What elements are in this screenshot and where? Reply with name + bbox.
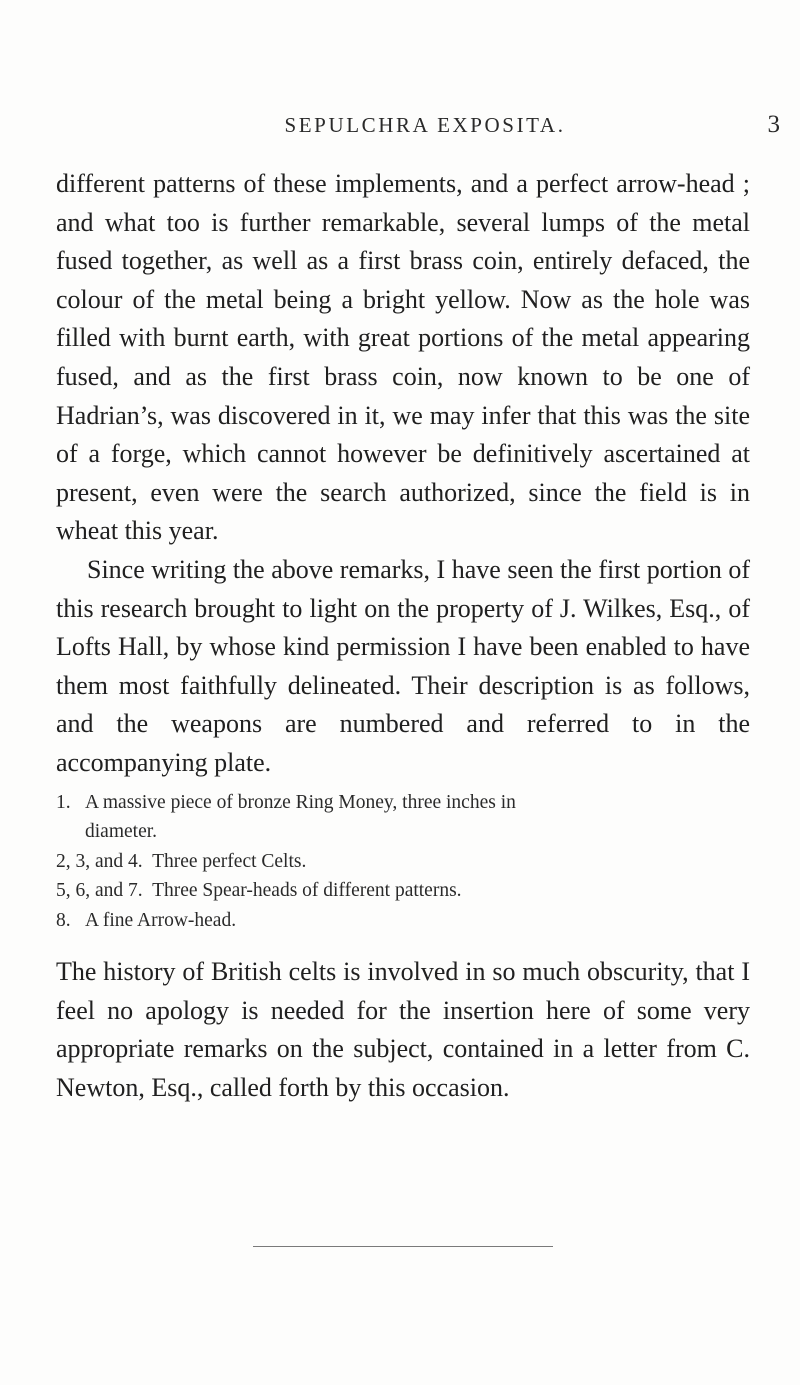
body-text (56, 165, 750, 1107)
plate-item-number: 8. (56, 909, 71, 931)
plate-item-text: Three perfect Celts. (152, 850, 307, 872)
paragraph-forge: different patterns of these implements, and a perfect arrow-head ; and what too is further remarkable, several lumps of the metal fused together, as well as a first brass coin, entirely defaced, the colour of the metal being a bright yellow. Now as the hole was filled with burnt earth, with great portions of the metal appearing fused, and as the first brass coin, now known to be one of Hadrian’s, was discovered in it, we may infer that this was the site of a forge, which cannot however be definitively ascertained at present, even were the search authorized, since the field is in wheat this year. (56, 169, 750, 546)
plate-item (56, 876, 750, 906)
page-number: 3 (767, 111, 780, 138)
running-head (60, 113, 780, 147)
plate-item (56, 906, 750, 936)
plate-item (56, 847, 750, 877)
plate-item-number: 5, 6, and 7. (56, 880, 143, 901)
plate-item-continuation: diameter. (85, 821, 158, 842)
plate-item (56, 788, 750, 847)
plate-item-list (56, 788, 750, 936)
plate-item-text: A massive piece of bronze Ring Money, three inches in (85, 791, 516, 813)
plate-item-number: 2, 3, and 4. (56, 850, 143, 872)
paragraph-celts: The history of British celts is involved in so much obscurity, that I feel no apology is needed for the insertion here of some very appropriate remarks on the subject, contained in a letter from C. Newton, Esq., called forth by this occasion. (56, 957, 750, 1102)
plate-item-text: Three Spear-heads of different patterns. (152, 880, 462, 901)
closing-rule (253, 1246, 553, 1247)
plate-item-number: 1. (56, 791, 71, 813)
plate-item-text: A fine Arrow-head. (85, 909, 237, 931)
paragraph-wilkes: Since writing the above remarks, I have seen the first portion of this research brought to light on the property of J. Wilkes, Esq., of Lofts Hall, by whose kind permission I have been enabled to have them most faithfully delineated. Their description is as follows, and the weapons are numbered and referred to in the accompanying plate. (56, 554, 750, 777)
running-title: SEPULCHRA EXPOSITA. (284, 113, 566, 137)
